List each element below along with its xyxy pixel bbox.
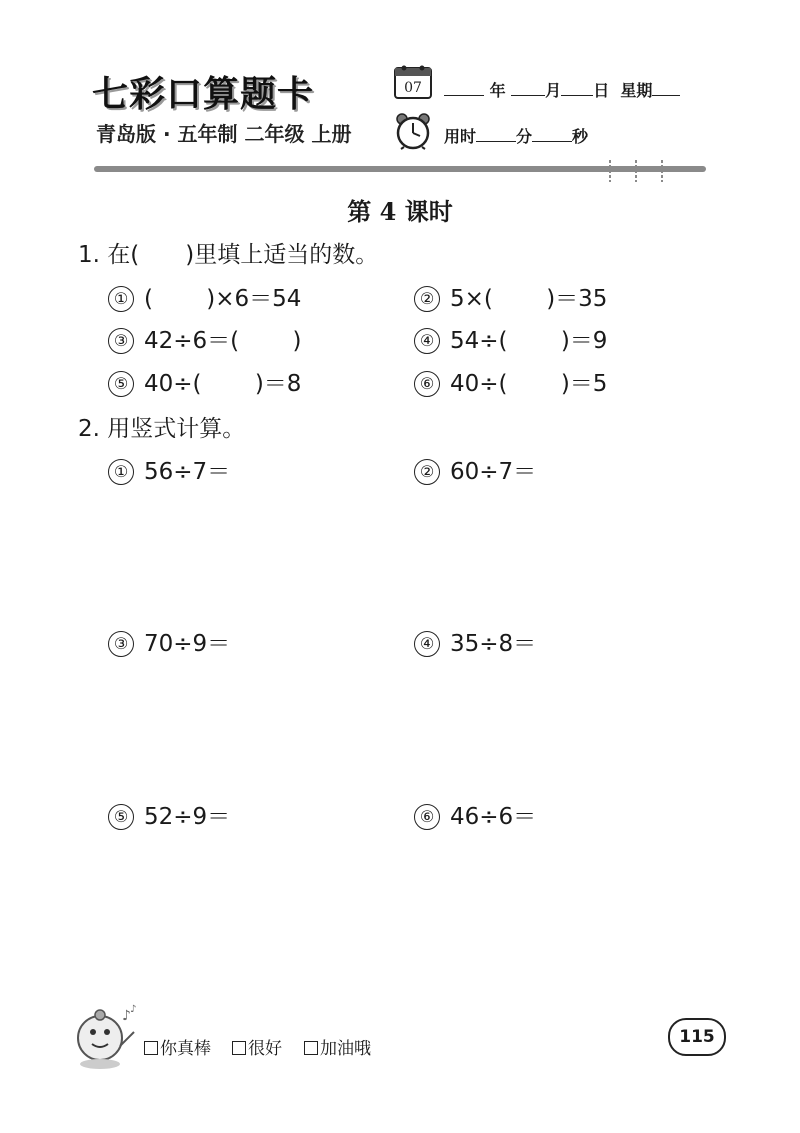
item-number: ① xyxy=(108,286,134,312)
lesson-title: 第 4 课时 xyxy=(347,197,453,226)
rating-option-keep-going[interactable] xyxy=(304,1034,371,1059)
edition-label: 青岛版 · 五年制 二年级 上册 xyxy=(96,122,352,146)
year-blank[interactable] xyxy=(444,83,484,96)
weekday-label: 星期 xyxy=(620,81,653,100)
day-label: 日 xyxy=(593,81,610,100)
item-expression: 54÷( )＝9 xyxy=(450,328,608,354)
year-label: 年 xyxy=(489,81,506,100)
q2-item-3[interactable] xyxy=(108,625,230,658)
item-expression: 35÷8＝ xyxy=(450,631,537,657)
item-number: ② xyxy=(414,286,440,312)
q1-item-1[interactable] xyxy=(108,280,301,313)
minute-blank[interactable] xyxy=(476,129,516,142)
svg-text:♪: ♪ xyxy=(130,1004,137,1015)
item-expression: 40÷( )＝5 xyxy=(450,371,608,397)
item-number: ① xyxy=(108,459,134,485)
item-expression: 46÷6＝ xyxy=(450,804,537,830)
minute-label: 分 xyxy=(516,127,533,146)
q1-item-6[interactable] xyxy=(414,365,607,398)
month-blank[interactable] xyxy=(511,83,545,96)
q2-item-2[interactable] xyxy=(414,453,536,486)
q2-item-6[interactable] xyxy=(414,798,536,831)
item-expression: 40÷( )＝8 xyxy=(144,371,302,397)
rating-label: 你真棒 xyxy=(160,1039,211,1059)
mascot-icon xyxy=(70,1002,140,1072)
checkbox[interactable] xyxy=(232,1041,246,1055)
month-label: 月 xyxy=(545,81,562,100)
item-number: ④ xyxy=(414,328,440,354)
q2-item-5[interactable] xyxy=(108,798,230,831)
item-expression: 70÷9＝ xyxy=(144,631,231,657)
calendar-day: 07 xyxy=(404,80,422,96)
date-fields xyxy=(444,78,680,101)
second-blank[interactable] xyxy=(532,129,572,142)
page-number: 115 xyxy=(668,1018,726,1056)
time-prefix: 用时 xyxy=(444,127,477,146)
divider-hook xyxy=(634,160,638,182)
rating-label: 很好 xyxy=(248,1039,282,1059)
item-expression: 5×( )＝35 xyxy=(450,286,608,312)
divider-hook xyxy=(608,160,612,182)
q2-item-1[interactable] xyxy=(108,453,230,486)
q1-item-2[interactable] xyxy=(414,280,607,313)
q1-item-5[interactable] xyxy=(108,365,301,398)
item-expression: 42÷6＝( ) xyxy=(144,328,302,354)
clock-icon xyxy=(394,112,432,150)
brand-logo: 七彩口算题卡 xyxy=(92,74,315,115)
question-1-title: 1. 在( )里填上适当的数。 xyxy=(78,242,379,268)
item-expression: 52÷9＝ xyxy=(144,804,231,830)
item-number: ③ xyxy=(108,328,134,354)
item-number: ⑥ xyxy=(414,804,440,830)
rating-option-great[interactable] xyxy=(144,1034,211,1059)
q1-item-3[interactable] xyxy=(108,322,301,355)
time-fields xyxy=(444,124,588,147)
item-number: ③ xyxy=(108,631,134,657)
item-number: ⑤ xyxy=(108,371,134,397)
rating-label: 加油哦 xyxy=(320,1039,371,1059)
item-number: ② xyxy=(414,459,440,485)
day-blank[interactable] xyxy=(561,83,593,96)
question-2-title: 2. 用竖式计算。 xyxy=(78,416,246,442)
q1-item-4[interactable] xyxy=(414,322,607,355)
weekday-blank[interactable] xyxy=(652,83,680,96)
svg-text:♪: ♪ xyxy=(122,1008,131,1024)
rating-option-good[interactable] xyxy=(232,1034,282,1059)
divider-hook xyxy=(660,160,664,182)
q2-item-4[interactable] xyxy=(414,625,536,658)
second-label: 秒 xyxy=(572,127,589,146)
item-number: ④ xyxy=(414,631,440,657)
checkbox[interactable] xyxy=(144,1041,158,1055)
item-number: ⑥ xyxy=(414,371,440,397)
item-number: ⑤ xyxy=(108,804,134,830)
header-divider xyxy=(94,166,706,172)
item-expression: 60÷7＝ xyxy=(450,459,537,485)
item-expression: 56÷7＝ xyxy=(144,459,231,485)
checkbox[interactable] xyxy=(304,1041,318,1055)
calendar-icon xyxy=(394,63,432,99)
item-expression: ( )×6＝54 xyxy=(144,286,302,312)
